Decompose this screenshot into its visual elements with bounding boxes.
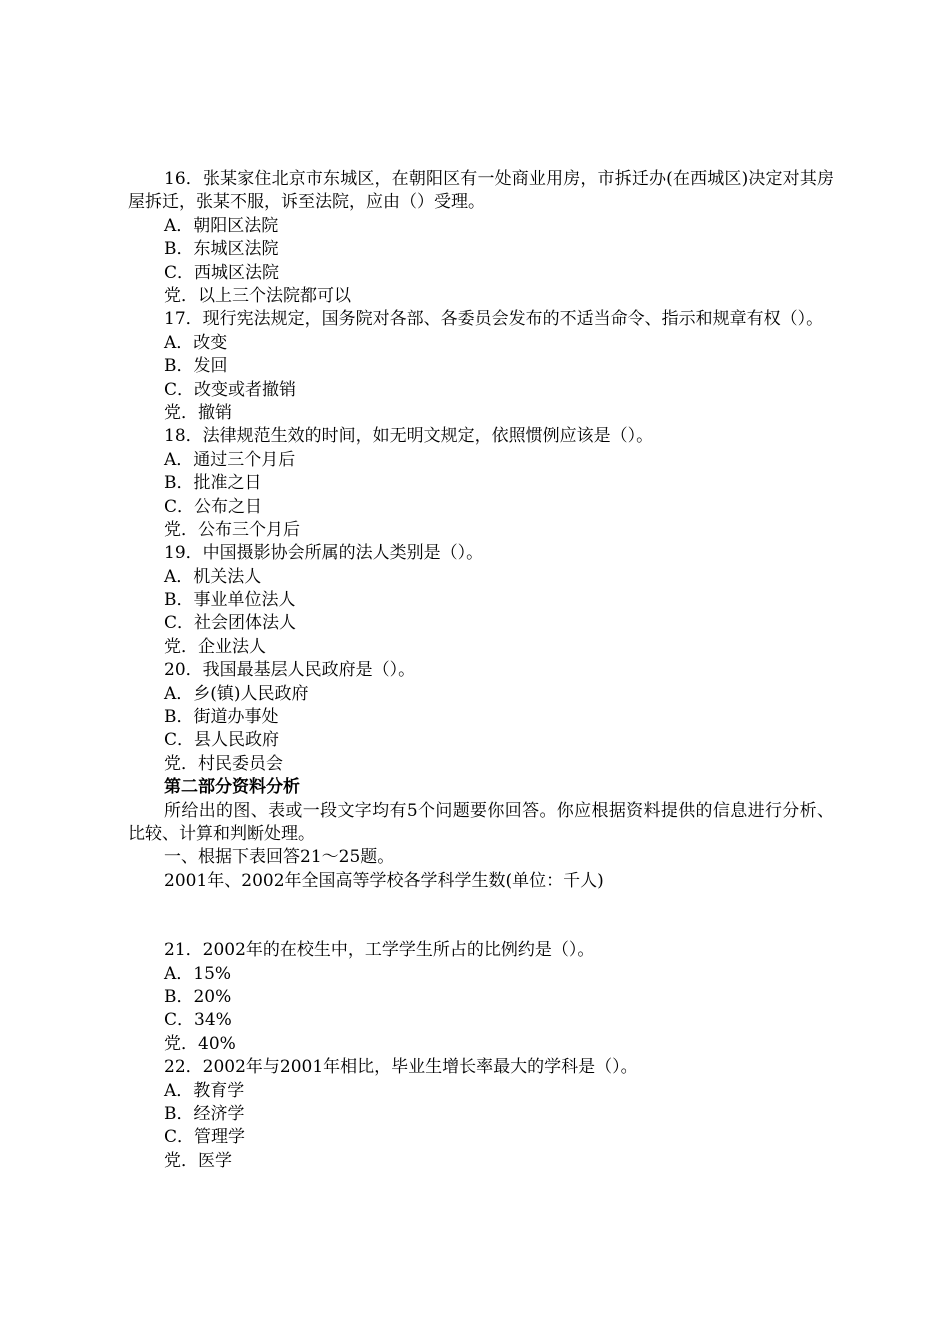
question-17-option-c: C．改变或者撤销 [164, 379, 297, 400]
question-16-option-d: 党．以上三个法院都可以 [164, 285, 351, 306]
question-21-option-b: B．20% [164, 986, 232, 1007]
question-16-option-b: B．东城区法院 [164, 239, 279, 260]
table-caption: 2001年、2002年全国高等学校各学科学生数(单位：千人) [164, 870, 604, 891]
question-17-option-b: B．发回 [164, 356, 228, 377]
question-21-option-d: 党．40% [164, 1033, 236, 1054]
question-20-option-b: B．街道办事处 [164, 707, 279, 728]
question-16-option-c: C．西城区法院 [164, 262, 280, 283]
question-17-option-a: A．改变 [164, 332, 228, 353]
question-20-text: 20．我国最基层人民政府是（）。 [164, 660, 416, 681]
question-20-option-a: A．乡(镇)人民政府 [164, 683, 309, 704]
table-placeholder-gap [128, 893, 834, 939]
question-17-text: 17．现行宪法规定，国务院对各部、各委员会发布的不适当命令、指示和规章有权（）。 [164, 309, 824, 330]
question-22-option-c: C．管理学 [164, 1127, 246, 1148]
question-21-option-a: A．15% [164, 963, 232, 984]
question-22-text: 22．2002年与2001年相比，毕业生增长率最大的学科是（）。 [164, 1057, 638, 1078]
question-18-text: 18．法律规范生效的时间，如无明文规定，依照惯例应该是（）。 [164, 426, 654, 447]
question-19-text: 19．中国摄影协会所属的法人类别是（）。 [164, 543, 484, 564]
question-20-option-d: 党．村民委员会 [164, 753, 283, 774]
document-page [128, 168, 834, 1173]
question-22-option-a: A．教育学 [164, 1080, 245, 1101]
question-18-option-b: B．批准之日 [164, 473, 262, 494]
question-22-option-b: B．经济学 [164, 1103, 245, 1124]
question-21-text: 21．2002年的在校生中，工学学生所占的比例约是（）。 [164, 940, 595, 961]
question-19-option-c: C．社会团体法人 [164, 613, 297, 634]
question-18-option-d: 党．公布三个月后 [164, 519, 300, 540]
section-heading: 第二部分资料分析 [164, 777, 300, 798]
question-18-option-c: C．公布之日 [164, 496, 263, 517]
question-19-option-b: B．事业单位法人 [164, 590, 296, 611]
section-intro: 所给出的图、表或一段文字均有5个问题要你回答。你应根据资料提供的信息进行分析、比较、计算和判断处理。 [128, 800, 834, 844]
question-16-text: 16．张某家住北京市东城区，在朝阳区有一处商业用房，市拆迁办(在西城区)决定对其房屋拆迁，张某不服，诉至法院，应由（）受理。 [128, 169, 834, 213]
question-19-option-d: 党．企业法人 [164, 636, 266, 657]
question-20-option-c: C．县人民政府 [164, 730, 280, 751]
question-16-option-a: A．朝阳区法院 [164, 215, 279, 236]
section-subheading: 一、根据下表回答21～25题。 [164, 847, 395, 868]
question-17-option-d: 党．撤销 [164, 402, 232, 423]
question-22-option-d: 党．医学 [164, 1150, 232, 1171]
question-18-option-a: A．通过三个月后 [164, 449, 296, 470]
question-21-option-c: C．34% [164, 1010, 232, 1031]
question-19-option-a: A．机关法人 [164, 566, 262, 587]
